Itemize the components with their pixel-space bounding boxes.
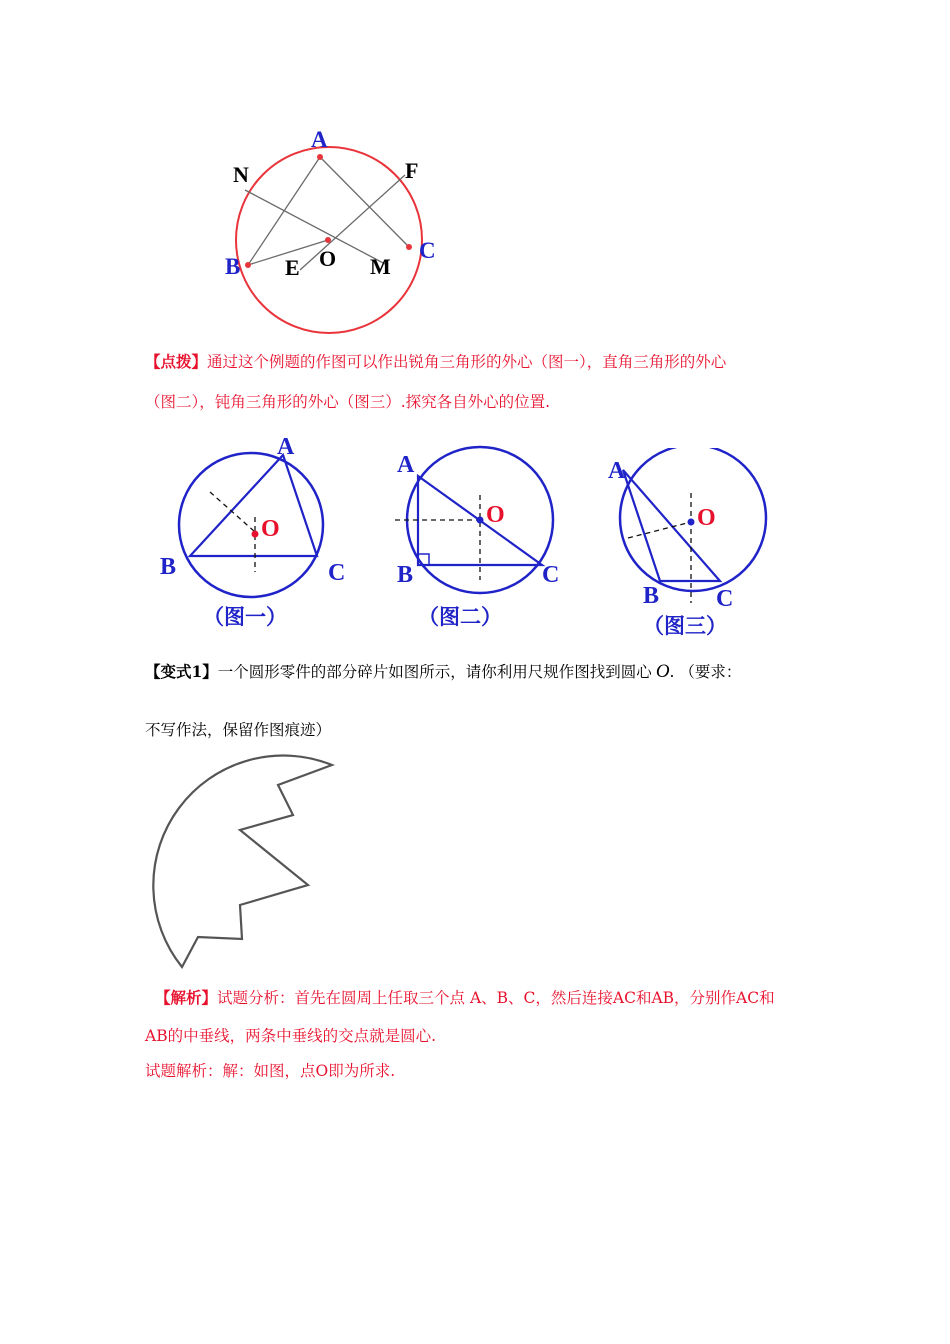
fig1-caption: （图一） [203, 605, 287, 629]
figure-circumcenter-construction [215, 120, 455, 340]
analysis-line-1 [155, 988, 775, 1008]
point-B [245, 262, 251, 268]
analysis-tag: 【解析】 [155, 988, 218, 1007]
bisector-NM [245, 190, 387, 265]
analysis-text-2: AB的中垂线，两条中垂线的交点就是圆心. [145, 1027, 437, 1045]
label-B: B [225, 254, 241, 279]
label-C: C [419, 238, 436, 263]
point-O [325, 237, 331, 243]
center-2 [477, 517, 484, 524]
hint-line-2 [145, 392, 550, 412]
fig3-label-C: C [716, 586, 734, 612]
fig2-label-O: O [486, 502, 505, 528]
fig3-label-A: A [608, 458, 626, 484]
figure-acute-triangle [155, 432, 365, 637]
fig1-label-O: O [261, 516, 280, 542]
fig3-label-B: B [643, 583, 660, 609]
label-N: N [233, 162, 249, 187]
analysis-text-3: 试题解析：解：如图，点O即为所求. [145, 1062, 396, 1080]
hint-text-2: （图二），钝角三角形的外心（图三）.探究各自外心的位置. [145, 393, 551, 411]
label-E: E [285, 255, 300, 280]
figure-right-triangle [385, 440, 585, 640]
label-A: A [311, 127, 328, 152]
analysis-line-2 [145, 1026, 436, 1046]
fig2-caption: （图二） [418, 605, 502, 629]
segment-AC [320, 157, 409, 247]
fig3-label-O: O [697, 505, 716, 531]
variant-tag: 【变式1】 [145, 662, 218, 681]
center-1 [252, 531, 259, 538]
fig1-label-B: B [160, 554, 177, 580]
analysis-line-3 [145, 1061, 395, 1081]
variant-text-2: 不写作法，保留作图痕迹） [145, 721, 332, 739]
fig2-label-C: C [542, 562, 560, 588]
point-C [406, 244, 412, 250]
fig2-label-B: B [397, 562, 414, 588]
variant-text: 一个圆形零件的部分碎片如图所示，请你利用尺规作图找到圆心 [217, 663, 652, 681]
label-M: M [370, 254, 391, 279]
label-O: O [319, 246, 337, 271]
fig3-caption: （图三） [643, 614, 727, 638]
analysis-text-1: 试题分析：首先在圆周上任取三个点 A、B、C，然后连接AC和AB，分别作AC和 [217, 989, 775, 1007]
label-F: F [405, 158, 419, 183]
hint-tag: 【点拨】 [145, 352, 208, 371]
variant-var-o: O [655, 661, 670, 682]
variant-tail: . （要求： [669, 663, 742, 681]
fig2-label-A: A [397, 452, 415, 478]
point-A [317, 154, 323, 160]
fragment-outline [153, 756, 332, 967]
fig1-label-C: C [328, 560, 346, 586]
hint-text-1: 通过这个例题的作图可以作出锐角三角形的外心（图一），直角三角形的外心 [207, 353, 727, 371]
variant-line-2 [145, 720, 331, 740]
variant-line-1 [145, 662, 741, 682]
figure-broken-circle-fragment [150, 745, 350, 980]
circle-1 [179, 453, 323, 597]
fig1-label-A: A [277, 434, 295, 460]
hint-line-1 [145, 352, 726, 372]
center-3 [688, 519, 695, 526]
figure-obtuse-triangle [605, 448, 795, 643]
